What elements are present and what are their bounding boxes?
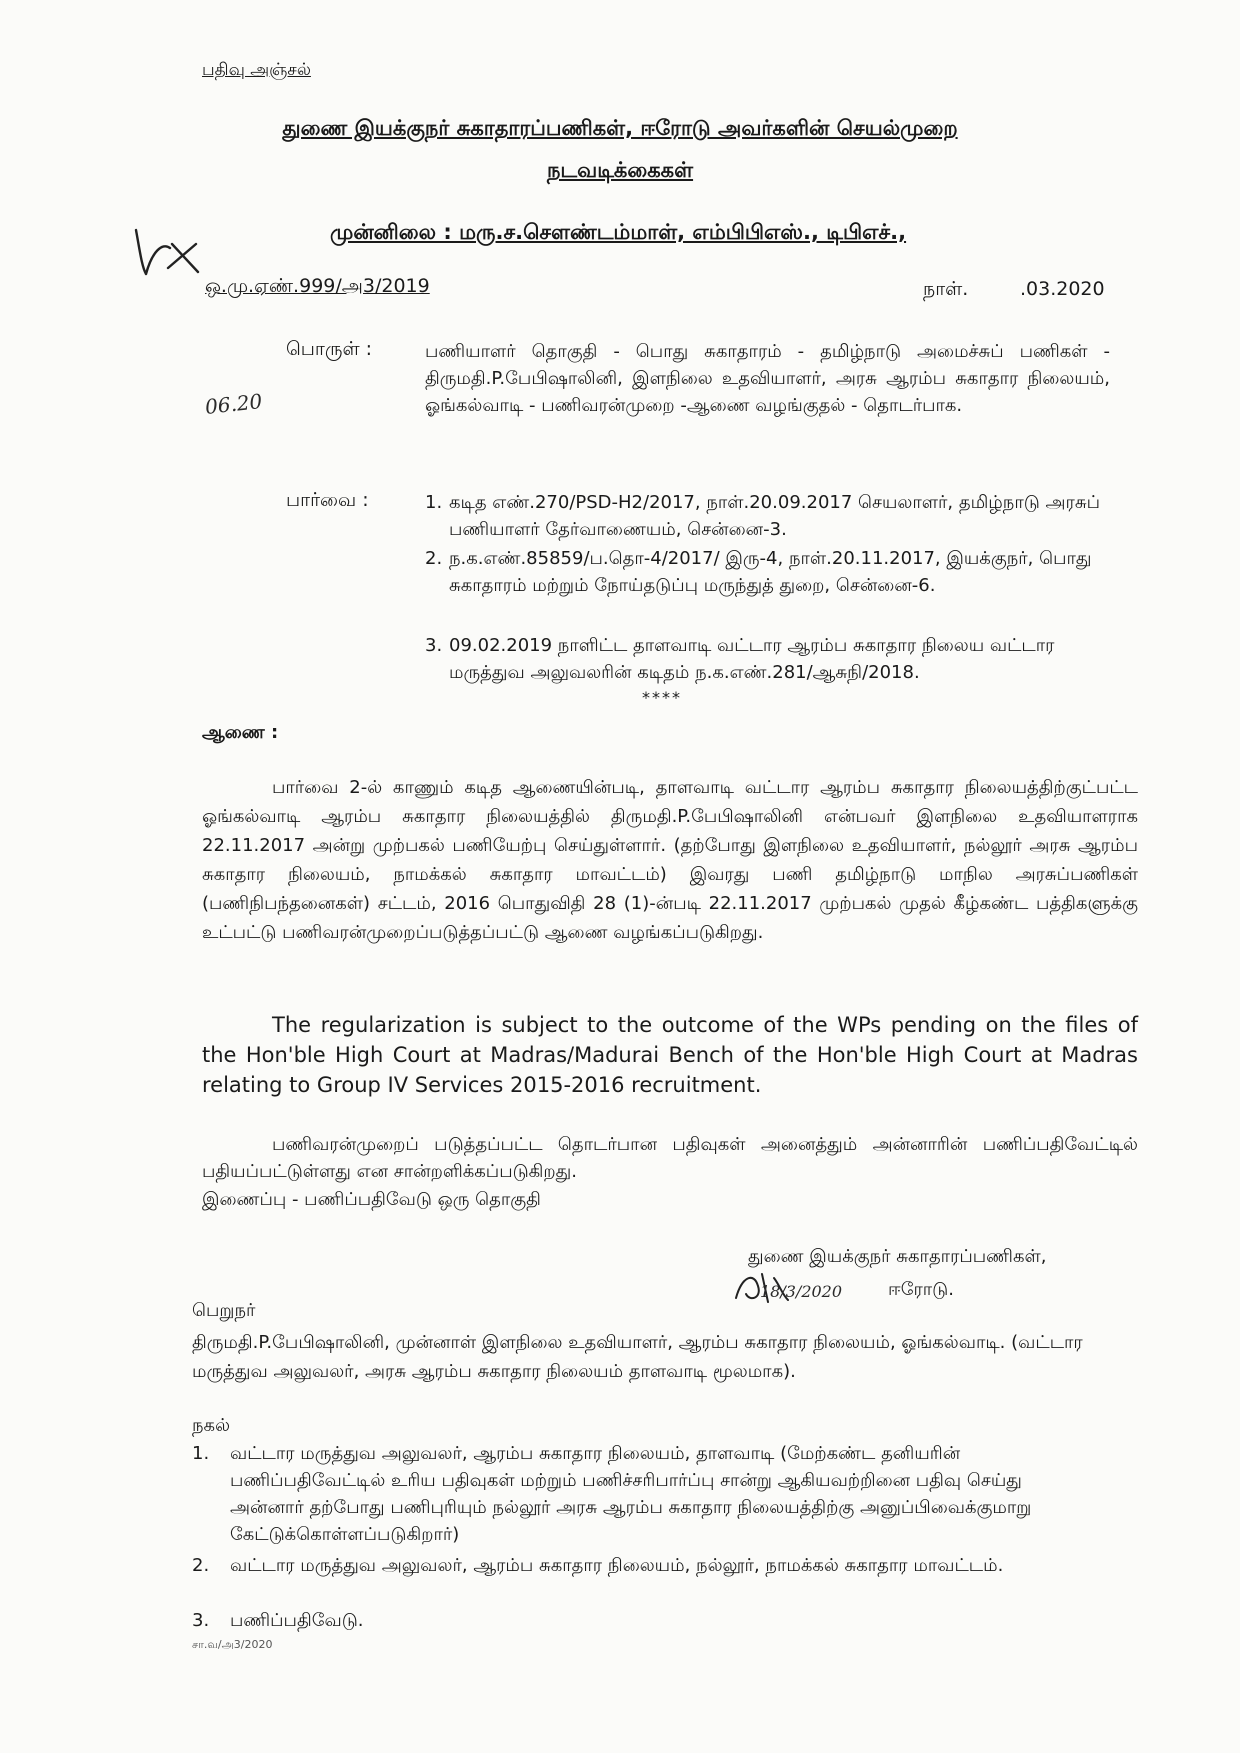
recipient-label: பெறுநர் (192, 1300, 256, 1321)
separator-stars: **** (642, 688, 682, 707)
handwritten-initial-mark (128, 222, 208, 282)
signatory-designation: துணை இயக்குநர் சுகாதாரப்பணிகள், (748, 1246, 1047, 1267)
registered-post-label: பதிவு அஞ்சல் (202, 60, 311, 80)
reference-item-3: 3. 09.02.2019 நாளிட்ட தாளவாடி வட்டார ஆரம்ப சுகாதார நிலைய வட்டார மருத்துவ அலுவலரின் கடிதம் ந.க.எண்.281/ஆசுநி/2018. (425, 635, 1055, 683)
reference-number: ஒ.மு.ஏண்.999/அ3/2019 (205, 275, 430, 297)
signatory-place: ஈரோடு. (888, 1279, 954, 1300)
footer-code: சா.வ/அ3/2020 (192, 1638, 273, 1651)
margin-note: 06.20 (203, 389, 264, 419)
copy-item-2: 2. வட்டார மருத்துவ அலுவலர், ஆரம்ப சுகாதார நிலையம், நல்லூர், நாமக்கல் சுகாதார மாவட்டம். (192, 1555, 1004, 1576)
enclosure-line: இணைப்பு - பணிப்பதிவேடு ஒரு தொகுதி (202, 1189, 541, 1210)
copy-item-3: 3. பணிப்பதிவேடு. (192, 1610, 364, 1631)
order-paragraph-2: The regularization is subject to the outcome of the WPs pending on the files of the Hon'ble High Court at Madras/Madurai Bench of the Hon'ble High Court at Madras relating to Group IV Services 2015-2016 recruitment. (202, 1013, 1138, 1097)
copy-label: நகல் (192, 1415, 231, 1436)
document-title-line1: துணை இயக்குநர் சுகாதாரப்பணிகள், ஈரோடு அவர்களின் செயல்முறை (282, 116, 958, 140)
subject-label: பொருள் : (286, 338, 373, 360)
presence-line: முன்னிலை : மரு.ச.சௌண்டம்மாள், எம்பிபிஎஸ்., டிபிஎச்., (330, 220, 907, 244)
order-paragraph-3: பணிவரன்முறைப் படுத்தப்பட்ட தொடர்பான பதிவுகள் அனைத்தும் அன்னாரின் பணிப்பதிவேட்டில் பதியப்பட்டுள்ளது என சான்றளிக்கப்படுகிறது. (202, 1134, 1138, 1182)
date-label: நாள். (923, 278, 969, 300)
copy-item-1: 1. வட்டார மருத்துவ அலுவலர், ஆரம்ப சுகாதார நிலையம், தாளவாடி (மேற்கண்ட தனியரின் பணிப்பதிவேட்டில் உரிய பதிவுகள் மற்றும் பணிச்சரிபார்ப்பு சான்று ஆகியவற்றினை பதிவு செய்து அன்னார் தற்போது பணிபுரியும் நல்லூர் அரசு ஆரம்ப சுகாதார நிலையத்திற்கு அனுப்பிவைக்குமாறு கேட்டுக்கொள்ளப்படுகிறார்) (192, 1443, 1032, 1545)
subject-text: பணியாளர் தொகுதி - பொது சுகாதாரம் - தமிழ்நாடு அமைச்சுப் பணிகள் - திருமதி.P.பேபிஷாலினி, இளநிலை உதவியாளர், அரசு ஆரம்ப சுகாதார நிலையம், ஓங்கல்வாடி - பணிவரன்முறை -ஆணை வழங்குதல் - தொடர்பாக. (425, 341, 1110, 416)
signature-date: 18/3/2020 (760, 1282, 843, 1301)
date-value: .03.2020 (1020, 278, 1105, 300)
recipient-text: திருமதி.P.பேபிஷாலினி, முன்னாள் இளநிலை உதவியாளர், ஆரம்ப சுகாதார நிலையம், ஓங்கல்வாடி. (வட்டார மருத்துவ அலுவலர், அரசு ஆரம்ப சுகாதார நிலையம் தாளவாடி மூலமாக). (192, 1332, 1083, 1382)
reference-item-2: 2. ந.க.எண்.85859/ப.தொ-4/2017/ இரு-4, நாள்.20.11.2017, இயக்குநர், பொது சுகாதாரம் மற்றும் நோய்தடுப்பு மருந்துத் துறை, சென்னை-6. (425, 548, 1092, 596)
order-paragraph-1: பார்வை 2-ல் காணும் கடித ஆணையின்படி, தாளவாடி வட்டார ஆரம்ப சுகாதார நிலையத்திற்குட்பட்ட ஓங்கல்வாடி ஆரம்ப சுகாதார நிலையத்தில் திருமதி.P.பேபிஷாலினி என்பவர் இளநிலை உதவியாளராக 22.11.2017 அன்று முற்பகல் பணியேற்பு செய்துள்ளார். (தற்போது இளநிலை உதவியாளர், நல்லூர் அரசு ஆரம்ப சுகாதார நிலையம், நாமக்கல் சுகாதார மாவட்டம்) இவரது பணி தமிழ்நாடு மாநில அரசுப்பணிகள் (பணிநிபந்தனைகள்) சட்டம், 2016 பொதுவிதி 28 (1)-ன்படி 22.11.2017 முற்பகல் முதல் கீழ்கண்ட பத்திகளுக்கு உட்பட்டு பணிவரன்முறைப்படுத்தப்பட்டு ஆணை வழங்கப்படுகிறது. (202, 777, 1138, 943)
reference-item-1: 1. கடித எண்.270/PSD-H2/2017, நாள்.20.09.2017 செயலாளர், தமிழ்நாடு அரசுப் பணியாளர் தேர்வாணையம், சென்னை-3. (425, 492, 1100, 540)
order-label: ஆணை : (202, 722, 279, 743)
document-title-line2: நடவடிக்கைகள் (546, 158, 694, 182)
references-label: பார்வை : (286, 489, 369, 511)
